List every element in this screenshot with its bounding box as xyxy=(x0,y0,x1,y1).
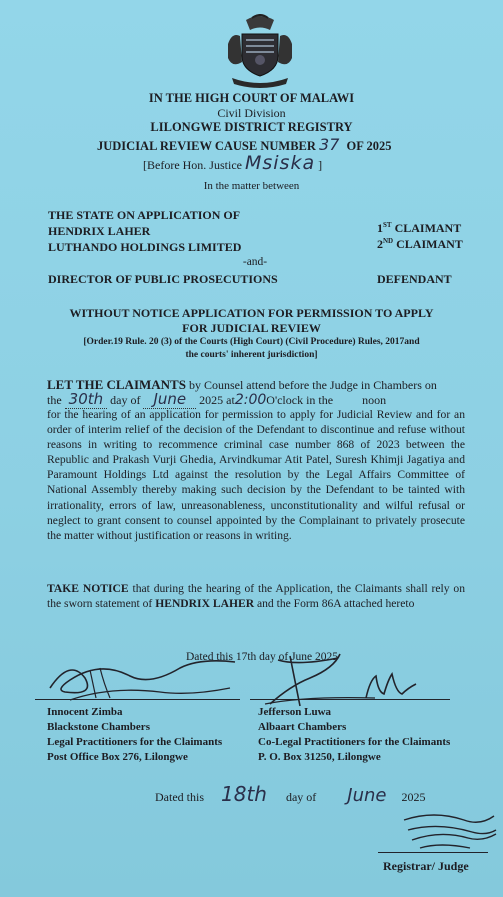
dated-line-1: Dated this 17th day of June 2025 xyxy=(186,651,339,663)
and-separator: -and- xyxy=(242,256,268,268)
application-title-2: FOR JUDICIAL REVIEW xyxy=(182,321,321,335)
let-line: LET THE CLAIMANTS by Counsel attend before the Judge in Chambers on xyxy=(47,377,437,392)
right-counsel-address: P. O. Box 31250, Lilongwe xyxy=(258,751,381,763)
defendant-name: DIRECTOR OF PUBLIC PROSECUTIONS xyxy=(48,272,278,286)
coat-of-arms-icon xyxy=(222,14,298,90)
left-signature-line xyxy=(35,699,240,700)
claimant-line-2: HENDRIX LAHER xyxy=(48,224,151,238)
right-signature xyxy=(360,670,420,706)
left-counsel-name: Innocent Zimba xyxy=(47,706,123,718)
dated-month: June xyxy=(347,785,387,806)
dated-day: 18th xyxy=(221,782,267,806)
registrar-label: Registrar/ Judge xyxy=(383,859,469,873)
registrar-signature xyxy=(400,800,500,858)
order-reference-1: [Order.19 Rule. 20 (3) of the Courts (High Court) (Civil Procedure) Rules, 2017and xyxy=(83,337,420,347)
cause-number: 37 xyxy=(319,135,340,154)
left-counsel-address: Post Office Box 276, Lilongwe xyxy=(47,751,188,763)
right-counsel-role: Co-Legal Practitioners for the Claimants xyxy=(258,736,451,748)
court-registry: LILONGWE DISTRICT REGISTRY xyxy=(150,120,353,134)
right-counsel-name: Jefferson Luwa xyxy=(258,706,332,718)
court-division: Civil Division xyxy=(217,106,286,120)
court-name: IN THE HIGH COURT OF MALAWI xyxy=(148,91,355,105)
justice-name: Msiska xyxy=(244,152,316,174)
cause-number-label: JUDICIAL REVIEW CAUSE NUMBER 37 OF 2025 xyxy=(97,135,392,154)
claimant-line-1: THE STATE ON APPLICATION OF xyxy=(48,208,241,222)
hearing-date-line: the 30th day of June 2025 at2:00O'clock in the noon xyxy=(47,390,387,408)
defendant-role: DEFENDANT xyxy=(377,272,452,286)
second-claimant-role: 2ND CLAIMANT xyxy=(377,237,463,251)
matter-between: In the matter between xyxy=(203,180,300,192)
claimant-line-3: LUTHANDO HOLDINGS LIMITED xyxy=(48,240,242,254)
registrar-line xyxy=(378,852,488,853)
dated-line-2: Dated this 18th day of June 2025 xyxy=(155,782,426,806)
first-claimant-role: 1ST CLAIMANT xyxy=(377,221,462,235)
order-reference-2: the courts' inherent jurisdiction] xyxy=(185,350,318,360)
right-counsel-chambers: Albaart Chambers xyxy=(258,721,347,733)
take-notice-paragraph: TAKE NOTICE that during the hearing of the Application, the Claimants shall rely on the sworn statement of HENDRIX LAHER and the Form 86A attached hereto xyxy=(47,582,466,611)
right-signature-line xyxy=(250,699,450,700)
hearing-month: June xyxy=(143,390,196,409)
before-justice: [Before Hon. Justice Msiska ] xyxy=(143,152,323,174)
left-counsel-chambers: Blackstone Chambers xyxy=(47,721,150,733)
hearing-time: 2:00 xyxy=(234,392,267,408)
application-title-1: WITHOUT NOTICE APPLICATION FOR PERMISSION TO APPLY xyxy=(69,306,434,320)
left-signature xyxy=(40,648,240,710)
hearing-day: 30th xyxy=(65,390,107,409)
left-counsel-role: Legal Practitioners for the Claimants xyxy=(47,736,223,748)
application-paragraph: for the hearing of an application for permission to apply for Judicial Review and for an order of interim relief of the decision of the Defendant to discontinue and refuse without reasons in writing to recommence criminal case number 868 of 2023 between the Republic and Prakash Vurji Ghedia, Arvindkumar Atit Patel, Suresh Khimji Jagatiya and Paramount Holdings Ltd against the resolution by the Legal Affairs Committee of National Assembly thereby making such decision by the Defendant to be tainted with irrationality, errors of law, unreasonableness, unconstitutionality and wilful refusal or neglect to grant consent to counsel appointed by the Complainant to privately prosecute the matter without justification or reasons in writing. xyxy=(47,408,465,542)
